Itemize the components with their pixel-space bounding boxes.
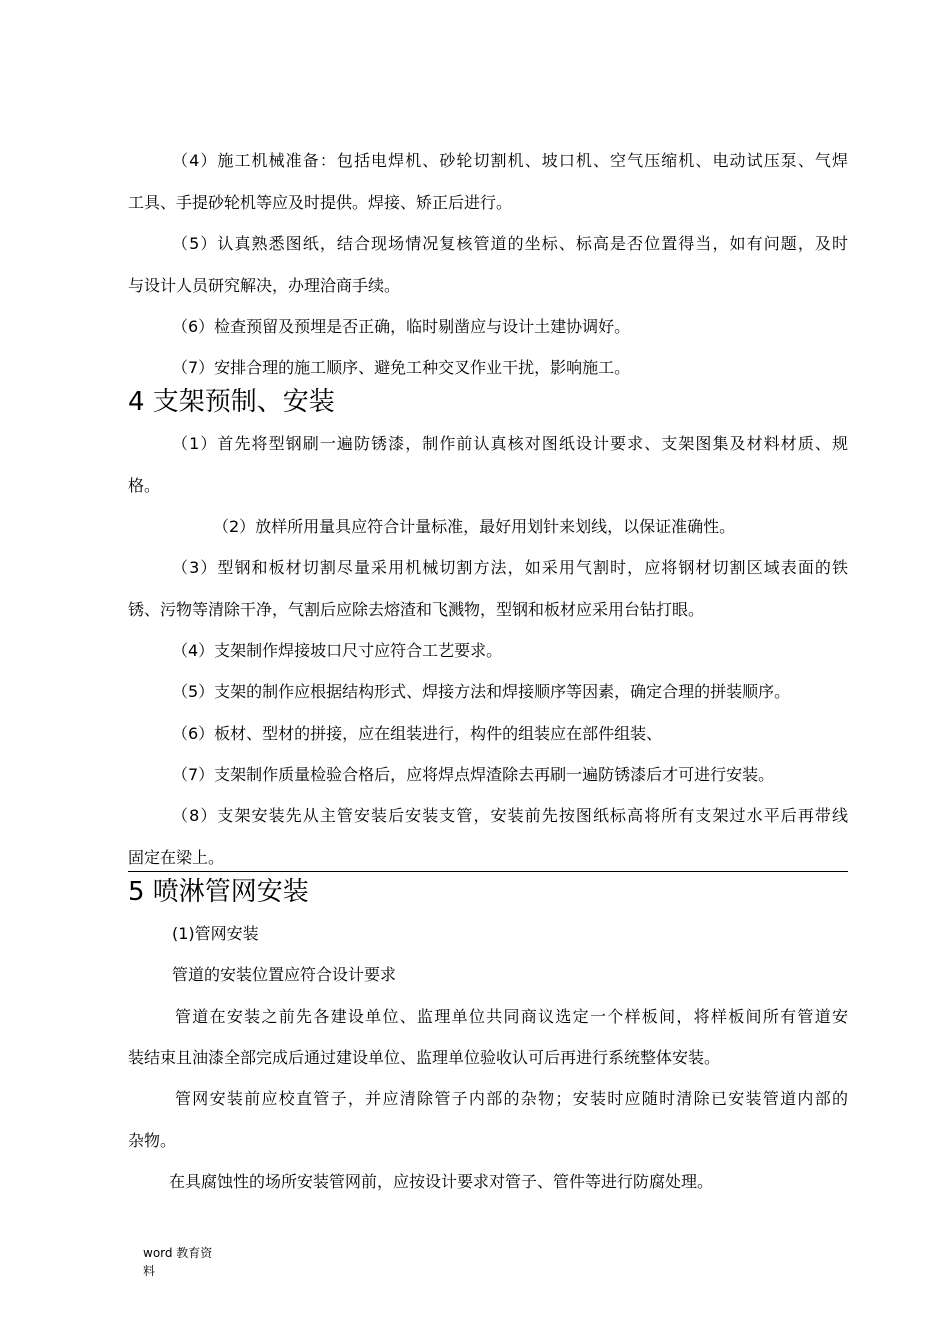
s4-item-4: （4）支架制作焊接坡口尺寸应符合工艺要求。 <box>172 641 503 660</box>
item-4-line-1: （4）施工机械准备：包括电焊机、砂轮切割机、坡口机、空气压缩机、电动试压泵、气焊 <box>172 151 848 170</box>
section-4-heading: 4 支架预制、安装 <box>128 387 335 417</box>
s5-para-2-line-2: 装结束且油漆全部完成后通过建设单位、监理单位验收认可后再进行系统整体安装。 <box>128 1048 721 1067</box>
item-6: （6）检查预留及预埋是否正确，临时剔凿应与设计土建协调好。 <box>172 317 631 336</box>
s5-para-4: 在具腐蚀性的场所安装管网前，应按设计要求对管子、管件等进行防腐处理。 <box>169 1172 714 1191</box>
item-5-line-2: 与设计人员研究解决，办理洽商手续。 <box>128 276 401 295</box>
s4-item-1-line-2: 格。 <box>128 476 161 495</box>
s5-para-3-line-2: 杂物。 <box>128 1131 177 1150</box>
s4-item-7: （7）支架制作质量检验合格后，应将焊点焊渣除去再刷一遍防锈漆后才可进行安装。 <box>172 765 775 784</box>
s4-item-3-line-1: （3）型钢和板材切割尽量采用机械切割方法，如采用气割时，应将钢材切割区域表面的铁 <box>172 558 848 577</box>
footer-line-2: 料 <box>143 1264 156 1278</box>
item-7: （7）安排合理的施工顺序、避免工种交叉作业干扰，影响施工。 <box>172 358 631 377</box>
s5-subheading-1: (1)管网安装 <box>172 924 259 943</box>
item-5-line-1: （5）认真熟悉图纸，结合现场情况复核管道的坐标、标高是否位置得当，如有问题，及时 <box>172 234 848 253</box>
section-5-heading: 5 喷淋管网安装 <box>128 877 309 907</box>
footer-line-1: word 教育资 <box>143 1246 213 1260</box>
s5-para-2-line-1: 管道在安装之前先各建设单位、监理单位共同商议选定一个样板间，将样板间所有管道安 <box>175 1007 848 1026</box>
s4-item-8-line-2: 固定在梁上。 <box>128 848 225 867</box>
horizontal-rule <box>128 871 848 872</box>
s4-item-6: （6）板材、型材的拼接，应在组装进行，构件的组装应在部件组装、 <box>172 724 663 743</box>
s5-para-1: 管道的安装位置应符合设计要求 <box>172 965 397 984</box>
s4-item-8-line-1: （8）支架安装先从主管安装后安装支管，安装前先按图纸标高将所有支架过水平后再带线 <box>172 806 848 825</box>
s4-item-2: （2）放样所用量具应符合计量标准，最好用划针来划线，以保证准确性。 <box>213 517 736 536</box>
s4-item-5: （5）支架的制作应根据结构形式、焊接方法和焊接顺序等因素，确定合理的拼装顺序。 <box>172 682 791 701</box>
s4-item-1-line-1: （1）首先将型钢刷一遍防锈漆，制作前认真核对图纸设计要求、支架图集及材料材质、规 <box>172 434 848 453</box>
s4-item-3-line-2: 锈、污物等清除干净，气割后应除去熔渣和飞溅物，型钢和板材应采用台钻打眼。 <box>128 600 705 619</box>
s5-para-3-line-1: 管网安装前应校直管子，并应清除管子内部的杂物；安装时应随时清除已安装管道内部的 <box>175 1089 848 1108</box>
item-4-line-2: 工具、手提砂轮机等应及时提供。焊接、矫正后进行。 <box>128 193 513 212</box>
